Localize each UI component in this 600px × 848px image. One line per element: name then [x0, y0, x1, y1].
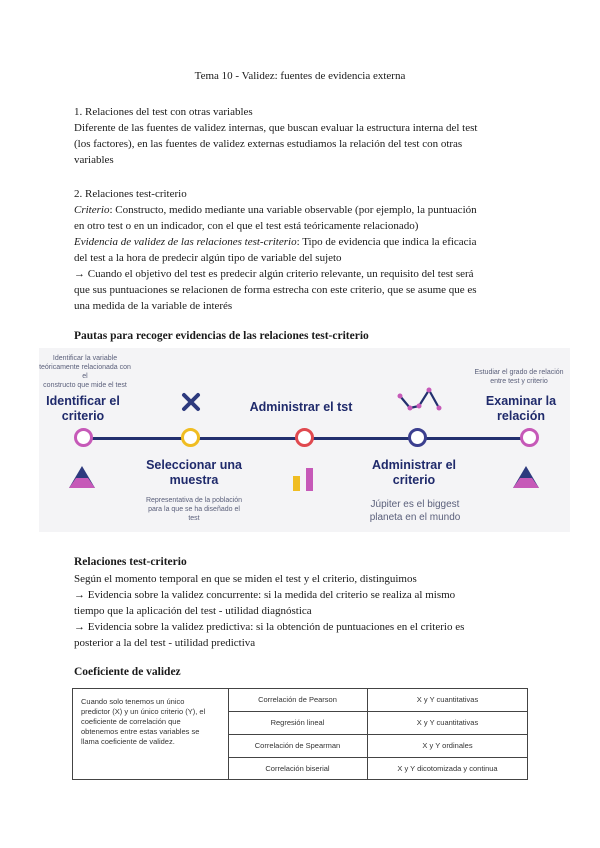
timeline-node-4 [408, 428, 427, 447]
description-line: coeficiente de correlación que [81, 717, 181, 726]
variables-cell: X y Y cuantitativas [416, 695, 479, 704]
method-cell: Regresión lineal [270, 718, 325, 727]
coeficiente-heading: Coeficiente de validez [74, 666, 181, 678]
relaciones-heading: Relaciones test-criterio [74, 556, 187, 568]
step2-title-line: Seleccionar una [146, 458, 242, 472]
coeficiente-description [81, 697, 221, 747]
evidencia-term: Evidencia de validez de las relaciones test-criterio [74, 236, 297, 248]
method-cell: Correlación biserial [265, 764, 330, 773]
section1-line: variables [74, 154, 114, 166]
evidencia-text: : Tipo de evidencia que indica la eficacia [296, 236, 477, 248]
criterio-line: en otro test o en un indicador, con el que el test está teóricamente relacionado) [74, 220, 419, 232]
coeficiente-description-cell [73, 689, 229, 779]
description-line: Cuando solo tenemos un único [81, 697, 185, 706]
step2-note-line: test [188, 515, 200, 522]
step1-note-line: constructo que mide el test [43, 382, 127, 389]
step2-title [139, 458, 249, 488]
step5-title-line: relación [497, 409, 545, 423]
step5-note-line: Estudiar el grado de relación [474, 369, 564, 376]
variables-cell: X y Y ordinales [422, 741, 473, 750]
description-line: llama coeficiente de validez. [81, 737, 175, 746]
step1-title-line: criterio [61, 409, 105, 423]
method-cell: Correlación de Pearson [258, 695, 337, 704]
page-title: Tema 10 - Validez: fuentes de evidencia externa [194, 70, 406, 82]
section2-heading: 2. Relaciones test-criterio [74, 188, 187, 200]
variables-cell: X y Y cuantitativas [416, 718, 479, 727]
pautas-infographic [39, 348, 570, 532]
relaciones-line: → Evidencia sobre la validez predictiva: si la obtención de puntuaciones en el criterio es [74, 621, 465, 633]
timeline-node-1 [74, 428, 93, 447]
relaciones-body [74, 571, 530, 651]
evidencia-line: del test a la hora de predecir algún tipo de variable del sujeto [74, 252, 342, 264]
arrow-line: una medida de la variable de interés [74, 300, 233, 312]
criterio-definition [74, 202, 530, 218]
step4-title-line: Administrar el [371, 458, 457, 472]
table-row [228, 758, 527, 780]
table-row [228, 689, 527, 712]
evidencia-definition [74, 234, 530, 250]
criterio-text: : Constructo, medido mediante una variable observable (por ejemplo, la puntuación [109, 204, 477, 216]
relaciones-line: tiempo que la aplicación del test - utilidad diagnóstica [74, 605, 312, 617]
section1-heading: 1. Relaciones del test con otras variables [74, 106, 253, 118]
step5-note-line: entre test y criterio [490, 378, 548, 385]
x-icon [181, 392, 201, 412]
timeline-node-2 [181, 428, 200, 447]
triangle-icon [511, 464, 541, 490]
description-line: obtenemos entre estas variables se [81, 727, 200, 736]
triangle-icon [67, 464, 97, 490]
relaciones-line: posterior a la del test - utilidad predictiva [74, 637, 256, 649]
timeline-node-5 [520, 428, 539, 447]
table-row [228, 712, 527, 735]
section-relaciones-variables [74, 104, 530, 168]
arrow-line: que sus puntuaciones se relacionen de forma estrecha con este criterio, que se asume que es [74, 284, 477, 296]
bar-chart-icon [291, 466, 317, 492]
relaciones-line: Según el momento temporal en que se miden el test y el criterio, distinguimos [74, 573, 417, 585]
section1-line: (los factores), en las fuentes de validez externas estudiamos la relación del test con otras [74, 138, 463, 150]
description-line: predictor (X) y un único criterio (Y), el [81, 707, 206, 716]
step5-title [475, 394, 567, 424]
step1-note-line: Identificar la variable [52, 355, 118, 362]
timeline-node-3 [295, 428, 314, 447]
step1-note-line: teóricamente relacionada con el [39, 364, 131, 380]
step4-note [357, 498, 473, 524]
step5-title-line: Examinar la [485, 394, 557, 408]
step5-note [469, 368, 569, 386]
section1-line: Diferente de las fuentes de validez internas, que buscan evaluar la estructura interna del test [74, 122, 478, 134]
step2-note-line: Representativa de la población [145, 497, 243, 504]
step4-title [359, 458, 469, 488]
relaciones-line: → Evidencia sobre la validez concurrente: si la medida del criterio se realiza al mismo [74, 589, 456, 601]
criterio-term: Criterio [74, 204, 110, 216]
section-relaciones-test-criterio [74, 186, 530, 314]
table-row [228, 735, 527, 758]
step4-note-line: Júpiter es el biggest [370, 499, 460, 510]
line-chart-icon [397, 384, 447, 412]
step3-title: Administrar el tst [249, 400, 353, 414]
step1-title-line: Identificar el [46, 394, 120, 408]
step2-note [137, 496, 251, 523]
step4-note-line: planeta en el mundo [369, 512, 461, 523]
coeficiente-table [72, 688, 528, 780]
step4-title-line: criterio [392, 473, 436, 487]
pautas-heading: Pautas para recoger evidencias de las relaciones test-criterio [74, 330, 369, 342]
arrow-line: → Cuando el objetivo del test es predecir algún criterio relevante, un requisito del test será [74, 268, 474, 280]
variables-cell: X y Y dicotomizada y continua [397, 764, 498, 773]
step2-title-line: muestra [169, 473, 219, 487]
method-cell: Correlación de Spearman [254, 741, 341, 750]
step2-note-line: para la que se ha diseñado el [148, 506, 240, 513]
step1-note [39, 354, 131, 390]
step1-title [39, 394, 129, 424]
